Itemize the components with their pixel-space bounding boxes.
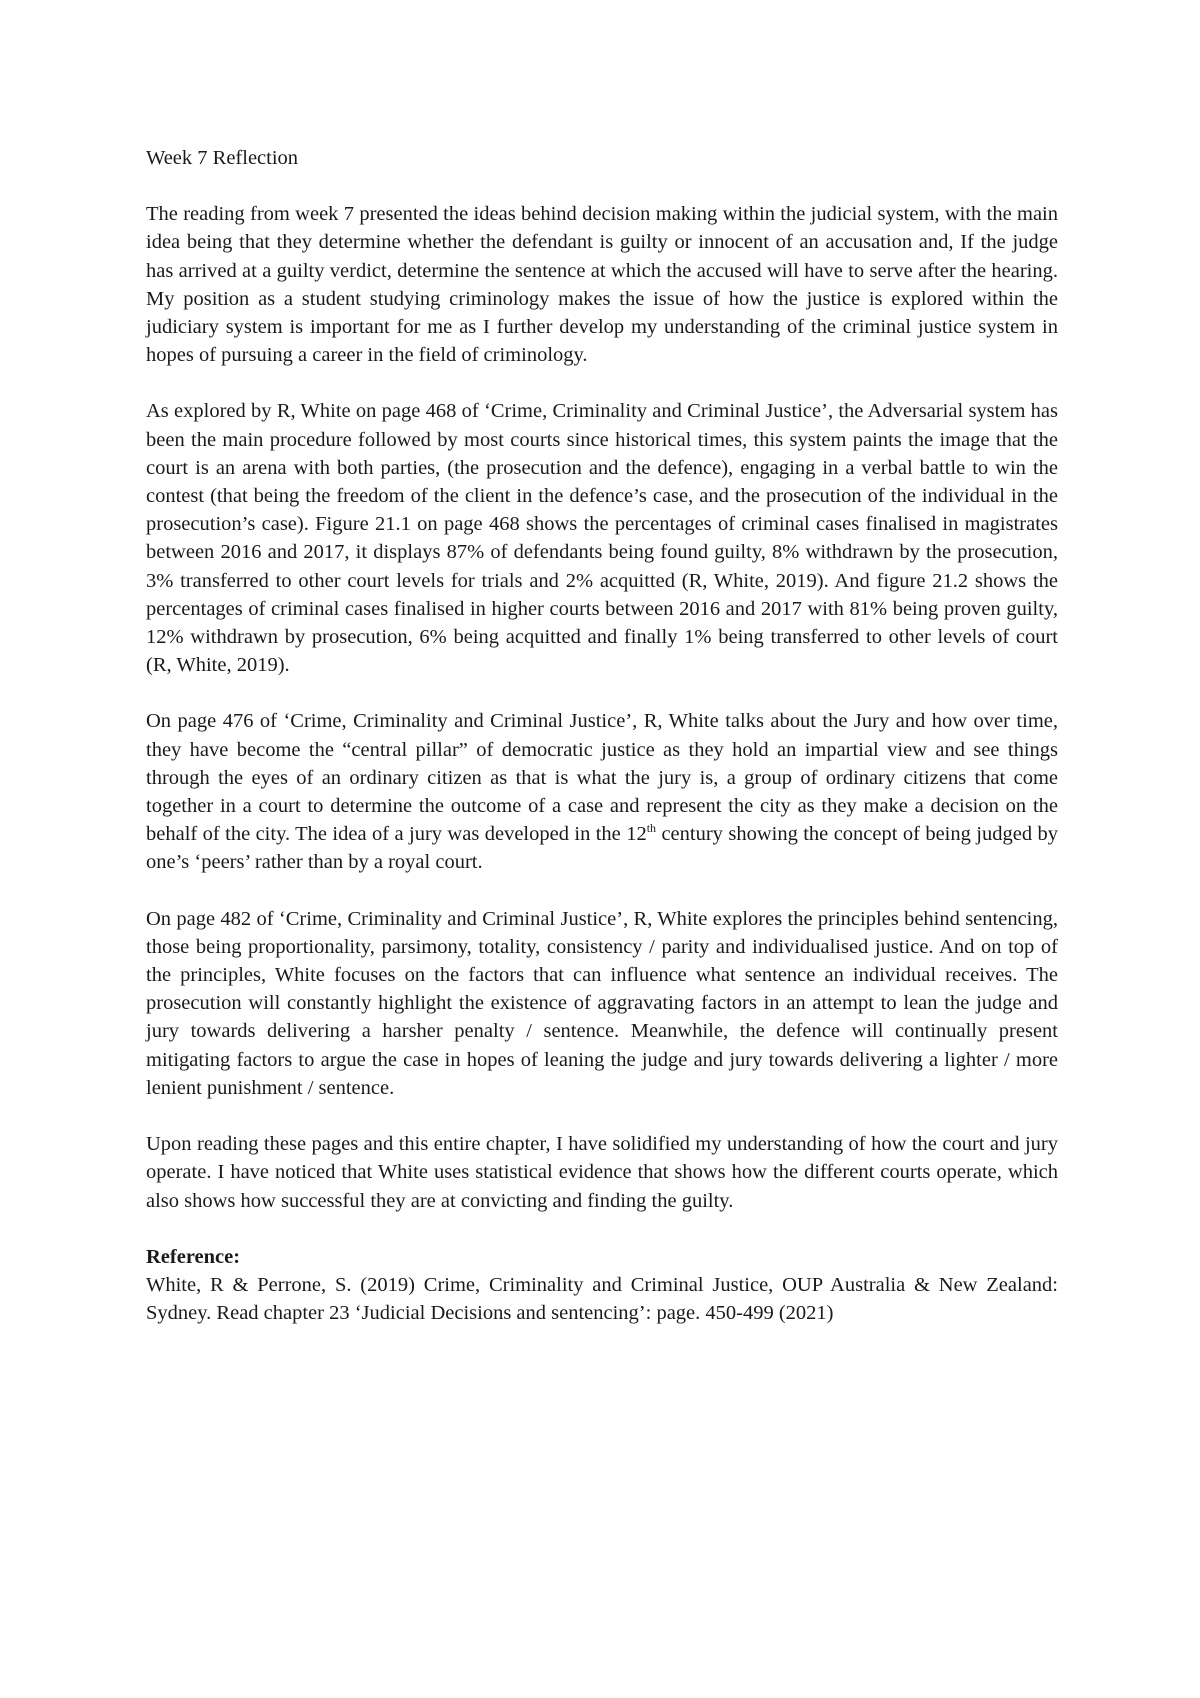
reference-heading: Reference: — [146, 1245, 241, 1268]
paragraph-jury-text-after: century showing the concept of being judged by one’s ‘peers’ rather than by a royal court. — [146, 823, 1058, 874]
paragraph-jury-text-before: On page 476 of ‘Crime, Criminality and Criminal Justice’, R, White talks about the Jury and how over time, they have become the “central pillar” of democratic justice as they hold an impartial view and see things through the eyes of an ordinary citizen as that is what the jury is, a group of ordinary citizens that come together in a court to determine the outcome of a case and represent the city as they make a decision on the behalf of the city. The idea of a jury was developed in the 12 — [146, 710, 1058, 846]
paragraph-conclusion: Upon reading these pages and this entire chapter, I have solidified my understanding of how the court and jury operate. I have noticed that White uses statistical evidence that shows how the different courts operate, which also shows how successful they are at convicting and finding the guilty. — [146, 1133, 1058, 1212]
paragraph-sentencing-principles: On page 482 of ‘Crime, Criminality and Criminal Justice’, R, White explores the principles behind sentencing, those being proportionality, parsimony, totality, consistency / parity and individualised justice. And on top of the principles, White focuses on the factors that can influence what sentence an individual receives. The prosecution will constantly highlight the existence of aggravating factors in an attempt to lean the judge and jury towards delivering a harsher penalty / sentence. Meanwhile, the defence will continually present mitigating factors to argue the case in hopes of leaning the judge and jury towards delivering a lighter / more lenient punishment / sentence. — [146, 907, 1058, 1099]
document-title: Week 7 Reflection — [146, 147, 299, 169]
superscript-th: th — [646, 821, 657, 836]
document-page — [146, 144, 1058, 1327]
paragraph-adversarial-system: As explored by R, White on page 468 of ‘Crime, Criminality and Criminal Justice’, the Adversarial system has been the main procedure followed by most courts since historical times, this system paints the image that the court is an arena with both parties, (the prosecution and the defence), engaging in a verbal battle to win the contest (that being the freedom of the client in the defence’s case, and the prosecution of the individual in the prosecution’s case). Figure 21.1 on page 468 shows the percentages of criminal cases finalised in magistrates between 2016 and 2017, it displays 87% of defendants being found guilty, 8% withdrawn by the prosecution, 3% transferred to other court levels for trials and 2% acquitted (R, White, 2019). And figure 21.2 shows the percentages of criminal cases finalised in higher courts between 2016 and 2017 with 81% being proven guilty, 12% withdrawn by prosecution, 6% being acquitted and finally 1% being transferred to other levels of court (R, White, 2019). — [146, 400, 1058, 677]
reference-text: White, R & Perrone, S. (2019) Crime, Criminality and Criminal Justice, OUP Australia & New Zealand: Sydney. Read chapter 23 ‘Judicial Decisions and sentencing’: page. 450-499 (2021) — [146, 1273, 1058, 1325]
paragraph-jury — [146, 707, 1058, 876]
paragraph-introduction: The reading from week 7 presented the ideas behind decision making within the judicial system, with the main idea being that they determine whether the defendant is guilty or innocent of an accusation and, If the judge has arrived at a guilty verdict, determine the sentence at which the accused will have to serve after the hearing. My position as a student studying criminology makes the issue of how the justice is explored within the judiciary system is important for me as I further develop my understanding of the criminal justice system in hopes of pursuing a career in the field of criminology. — [146, 203, 1058, 367]
